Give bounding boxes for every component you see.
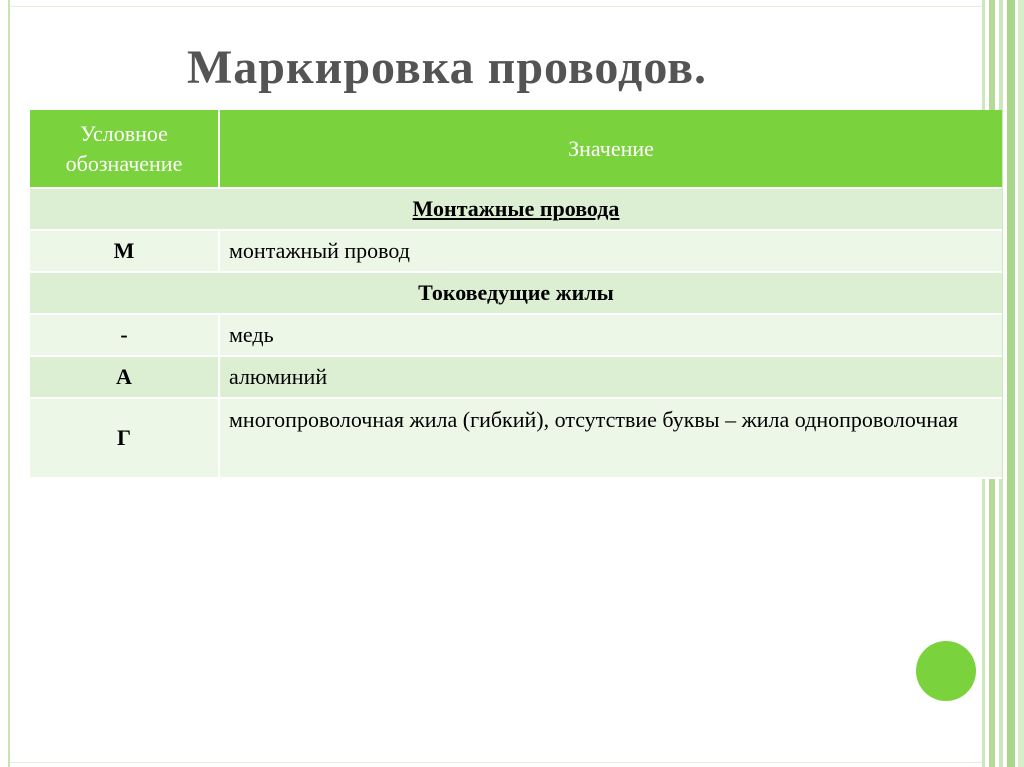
slide-title: Маркировка проводов. <box>187 41 708 94</box>
row-code: М <box>30 230 219 272</box>
row-code: А <box>30 356 219 398</box>
section-row <box>30 272 1002 314</box>
row-meaning: медь <box>219 314 1002 356</box>
section-heading: Монтажные провода <box>30 188 1002 230</box>
table-row <box>30 398 1002 478</box>
row-meaning: алюминий <box>219 356 1002 398</box>
frame-top-line <box>10 6 982 7</box>
wire-marking-table <box>30 110 1002 479</box>
header-meaning: Значение <box>219 110 1002 188</box>
frame-left-line <box>8 0 10 767</box>
table-row <box>30 314 1002 356</box>
row-meaning: многопроволочная жила (гибкий), отсутствие буквы – жила однопроволочная <box>219 398 1002 478</box>
decorative-circle <box>916 641 976 701</box>
row-meaning: монтажный провод <box>219 230 1002 272</box>
table-row <box>30 230 1002 272</box>
frame-bottom-line <box>10 762 982 763</box>
row-code: - <box>30 314 219 356</box>
row-code: Г <box>30 398 219 478</box>
section-row <box>30 188 1002 230</box>
header-symbol: Условное обозначение <box>30 110 219 188</box>
section-heading: Токоведущие жилы <box>30 272 1002 314</box>
decorative-stripe <box>1007 0 1015 767</box>
decorative-stripe <box>1018 0 1024 767</box>
table-row <box>30 356 1002 398</box>
table-header-row <box>30 110 1002 188</box>
